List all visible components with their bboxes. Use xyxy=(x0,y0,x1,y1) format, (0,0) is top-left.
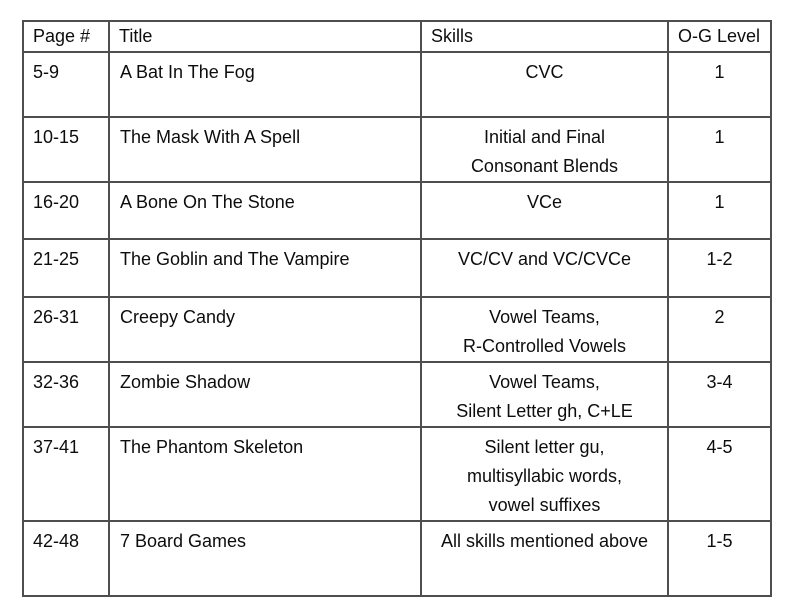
skills-line: CVC xyxy=(525,62,564,82)
page-range-cell: 10-15 xyxy=(23,117,109,182)
skills-line: All skills mentioned above xyxy=(440,531,649,551)
header-title: Title xyxy=(109,21,421,52)
level-cell: 2 xyxy=(668,297,771,362)
table-row xyxy=(23,521,771,596)
page-range-cell: 32-36 xyxy=(23,362,109,427)
skills-line: VC/CV and VC/CVCe xyxy=(457,249,632,269)
table-row xyxy=(23,117,771,182)
skills-cell xyxy=(421,117,668,182)
level-cell: 4-5 xyxy=(668,427,771,521)
skills-line: multisyllabic words, xyxy=(466,466,623,486)
skills-line: R-Controlled Vowels xyxy=(462,336,627,356)
title-cell: The Phantom Skeleton xyxy=(109,427,421,521)
page-range-cell: 21-25 xyxy=(23,239,109,297)
level-cell: 1 xyxy=(668,117,771,182)
table-row xyxy=(23,427,771,521)
title-cell: The Mask With A Spell xyxy=(109,117,421,182)
skills-line: Consonant Blends xyxy=(470,156,619,176)
page-range-cell: 16-20 xyxy=(23,182,109,239)
level-cell: 1 xyxy=(668,182,771,239)
title-cell: Zombie Shadow xyxy=(109,362,421,427)
skills-line: vowel suffixes xyxy=(488,495,601,515)
skills-line: Silent Letter gh, C+LE xyxy=(456,401,633,421)
skills-line: Silent letter gu, xyxy=(484,437,605,457)
skills-line: VCe xyxy=(526,192,562,212)
skills-cell xyxy=(421,362,668,427)
skills-line: Vowel Teams, xyxy=(489,372,600,392)
header-page-number: Page # xyxy=(23,21,109,52)
table-row xyxy=(23,362,771,427)
page-range-cell: 37-41 xyxy=(23,427,109,521)
skills-line: Vowel Teams, xyxy=(489,307,600,327)
page-range-cell: 26-31 xyxy=(23,297,109,362)
title-cell: A Bat In The Fog xyxy=(109,52,421,117)
skills-cell xyxy=(421,521,668,596)
skills-cell xyxy=(421,427,668,521)
table-row xyxy=(23,239,771,297)
header-row xyxy=(23,21,771,52)
level-cell: 1 xyxy=(668,52,771,117)
level-cell: 3-4 xyxy=(668,362,771,427)
skills-cell xyxy=(421,182,668,239)
header-og-level: O-G Level xyxy=(668,21,771,52)
title-cell: 7 Board Games xyxy=(109,521,421,596)
table-row xyxy=(23,182,771,239)
page-range-cell: 5-9 xyxy=(23,52,109,117)
skills-cell xyxy=(421,52,668,117)
level-cell: 1-5 xyxy=(668,521,771,596)
table-row xyxy=(23,52,771,117)
contents-table xyxy=(22,20,772,597)
header-skills: Skills xyxy=(421,21,668,52)
page-range-cell: 42-48 xyxy=(23,521,109,596)
table-row xyxy=(23,297,771,362)
title-cell: A Bone On The Stone xyxy=(109,182,421,239)
title-cell: Creepy Candy xyxy=(109,297,421,362)
skills-cell xyxy=(421,239,668,297)
level-cell: 1-2 xyxy=(668,239,771,297)
skills-cell xyxy=(421,297,668,362)
skills-line: Initial and Final xyxy=(483,127,606,147)
title-cell: The Goblin and The Vampire xyxy=(109,239,421,297)
